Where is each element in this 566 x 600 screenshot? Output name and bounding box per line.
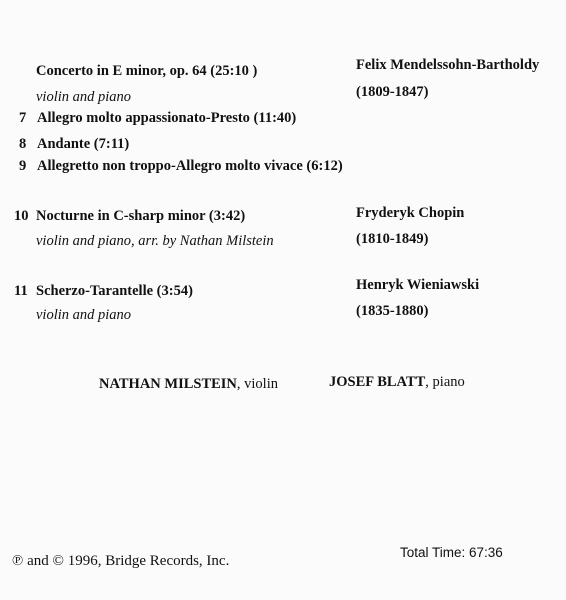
- track-number: 8: [19, 136, 27, 152]
- pianist-name: JOSEF BLATT: [329, 374, 426, 390]
- track-title: Allegretto non troppo-Allegro molto vivace (6:12): [37, 158, 343, 174]
- track-number: 9: [19, 158, 27, 174]
- wieniawski-composer: Henryk Wieniawski: [356, 277, 480, 293]
- chopin-composer: Fryderyk Chopin: [356, 205, 465, 221]
- track-title: Scherzo-Tarantelle (3:54): [36, 283, 193, 299]
- violinist-name: NATHAN MILSTEIN: [99, 376, 237, 392]
- mendelssohn-work-title: Concerto in E minor, op. 64 (25:10 ): [36, 63, 258, 79]
- track-row: [14, 283, 193, 300]
- mendelssohn-composer: Felix Mendelssohn-Bartholdy: [356, 57, 540, 73]
- track-row: [19, 158, 343, 175]
- track-number: 10: [14, 208, 29, 224]
- violinist-role: , violin: [236, 376, 278, 392]
- track-title: Nocturne in C-sharp minor (3:42): [36, 208, 246, 224]
- chopin-instrumentation: violin and piano, arr. by Nathan Milstein: [36, 233, 274, 249]
- track-title: Allegro molto appassionato-Presto (11:40): [37, 110, 297, 126]
- wieniawski-instrumentation: violin and piano: [36, 307, 132, 323]
- track-number: 7: [19, 110, 27, 126]
- track-row: [19, 136, 129, 153]
- track-number: 11: [14, 283, 28, 299]
- track-row: [14, 208, 245, 225]
- track-row: [19, 110, 296, 127]
- total-time: Total Time: 67:36: [400, 545, 503, 560]
- copyright-notice: ℗ and © 1996, Bridge Records, Inc.: [12, 553, 230, 569]
- chopin-dates: (1810-1849): [356, 231, 429, 247]
- track-title: Andante (7:11): [37, 136, 130, 152]
- performer-pianist: [329, 374, 465, 391]
- wieniawski-dates: (1835-1880): [356, 303, 429, 319]
- mendelssohn-instrumentation: violin and piano: [36, 89, 132, 105]
- mendelssohn-dates: (1809-1847): [356, 84, 429, 100]
- performer-violinist: [99, 376, 278, 393]
- pianist-role: , piano: [425, 374, 465, 390]
